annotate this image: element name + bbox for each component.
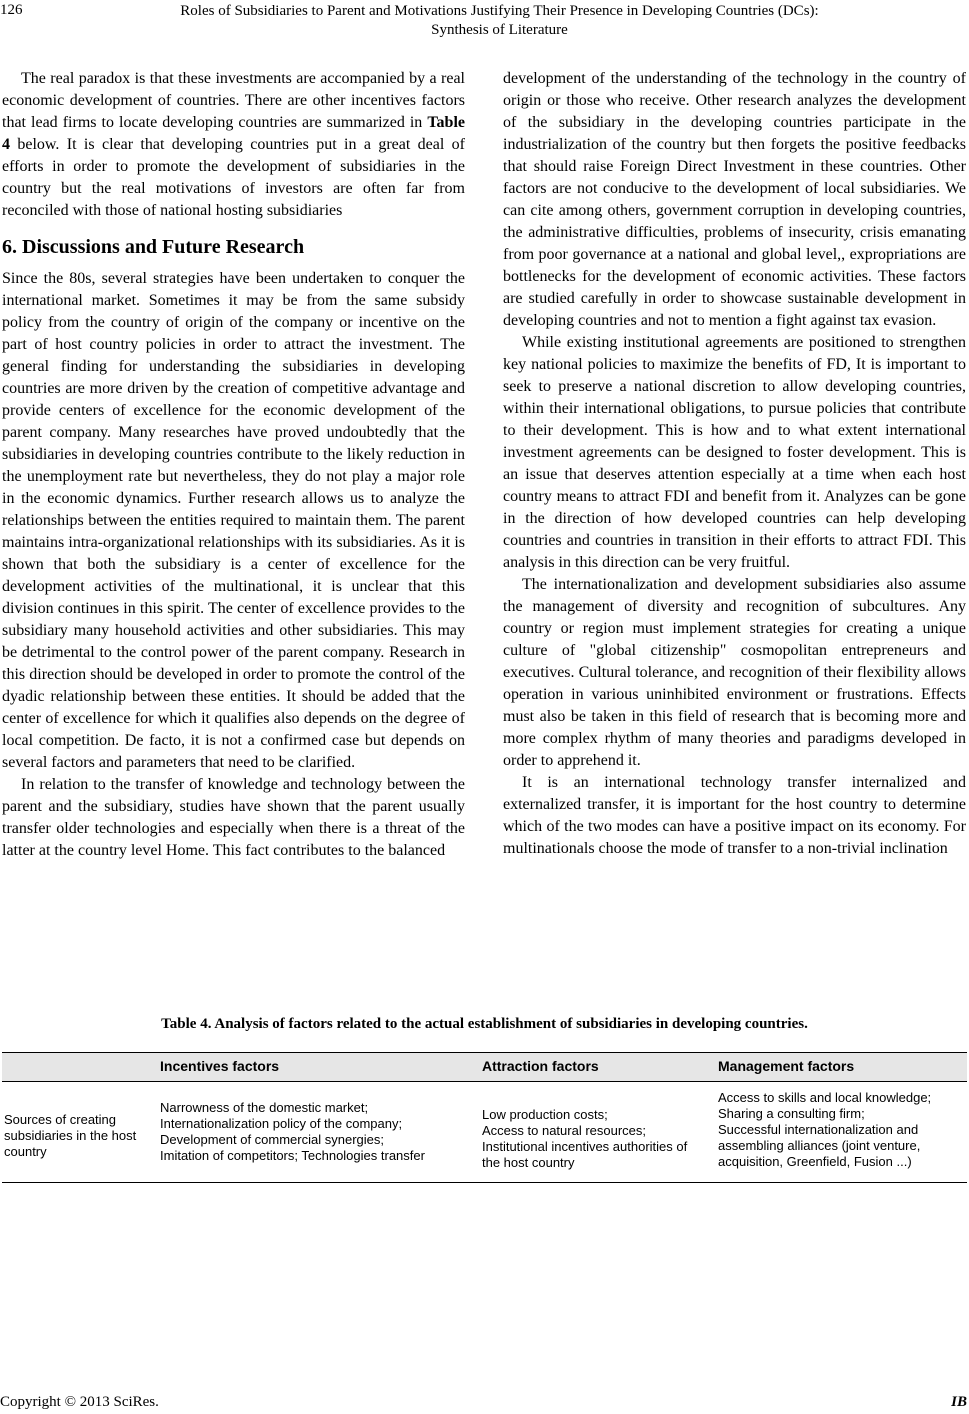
journal-abbreviation: IB [951,1394,967,1410]
paragraph: While existing institutional agreements are positioned to strengthen key national policies to maximize the benefits of FD, It is important to seek to preserve a national discretion to allow developing countries, within their international obligations, to pursue policies that contribute to their development. This is how and to what extent international investment agreements can be designed to foster development. This is an issue that deserves attention especially at a time when each host country means to attract FDI and benefit from it. Analyzes can be gone in the direction of how developed countries can help developing countries and countries in transition in their efforts to attract FDI. This analysis in this direction can be very fruitful. [503,334,966,571]
factors-table [2,1052,967,1183]
paragraph: It is an international technology transfer internalized and externalized transfer, it is important for the host country to determine which of the two modes can have a positive impact on its economy. For multinationals choose the mode of transfer to a non-trivial inclination [503,774,966,857]
table-cell-incentives: Narrowness of the domestic market; Internationalization policy of the company; Development of commercial synergies; Imitation of competitors; Technologies transfer [160,1100,425,1163]
table-cell-management: Access to skills and local knowledge; Sharing a consulting firm; Successful internationalization and assembling alliances (joint venture, acquisition, Greenfield, Fusion ...) [718,1090,932,1169]
running-title-line-2: Synthesis of Literature [431,22,568,38]
copyright: Copyright © 2013 SciRes. [0,1394,159,1410]
table-reference: Table 4 [2,114,465,153]
paragraph: In relation to the transfer of knowledge and technology between the parent and the subsidiary, studies have shown that the parent usually transfer older technologies and especially when there is a threat of the latter at the country level Home. This fact contributes to the balanced [2,776,465,859]
page-header [0,0,969,44]
table-header-cell: Management factors [718,1058,855,1074]
paragraph: development of the understanding of the technology in the country of origin or those who receive. Other research analyzes the development of the subsidiary in the developing countries participate in the industrialization of the country but then forgets the positive feedbacks that should raise Foreign Direct Investment in these countries. Other factors are not conducive to the development of local subsidiaries. We can cite among others, government corruption in developing countries, the administrative difficulties, problems of insecurity, crisis emanating from poor governance at a national and global level,, expropriations are bottlenecks for the development of economic activities. These factors are studied carefully in order to showcase sustainable development in developing countries and not to mention a fight against tax evasion. [503,70,966,329]
running-title [30,2,969,40]
table-header-cell: Attraction factors [482,1058,599,1074]
table-caption: Table 4. Analysis of factors related to the actual establishment of subsidiaries in developing countries. [161,1016,808,1032]
paragraph: Since the 80s, several strategies have been undertaken to conquer the international market. Sometimes it may be from the same subsidy policy from the country of origin of the company or incentive on the part of host country policies in order to attract the investment. The general finding for understanding the subsidiaries in developing countries are more driven by the creation of competitive advantage and provide centers of excellence for the economic development of the parent company. Many researches have proved undoubtedly that the subsidiaries in developing countries contribute to the likely reduction in the unemployment rate but nevertheless, they do not play a major role in the economic dynamics. Further research allows us to analyze the relationships between the entities required to maintain them. The parent maintains intra-organizational relationships with its subsidiaries. As it is shown that both the subsidiary is a center of excellence for the development activities of the multinational, it is unclear that this division continues in this spirit. The center of excellence provides to the subsidiary many household activities and other subsidiaries. This may be detrimental to the control power of the parent company. Research in this direction should be developed in order to promote the control of the dyadic relationship between these entities. It should be added that the center of excellence for which it qualifies also depends on the degree of local competition. De facto, it is not a confirmed case but depends on several factors and parameters that need to be clarified. [2,270,465,771]
table-row-label: Sources of creating subsidiaries in the host country [4,1112,137,1159]
table-row [2,1082,967,1183]
page-footer [0,1394,969,1414]
section-heading: 6. Discussions and Future Research [2,236,305,258]
table-header-cell: Incentives factors [160,1058,280,1074]
paragraph: The real paradox is that these investments are accompanied by a real economic development of countries. There are other incentives factors that lead firms to locate developing countries are summarized in Table 4 below. It is clear that developing countries put in a great deal of efforts in order to promote the development of subsidiaries in the country but the real motivations of investors are often far from reconciled with those of national hosting subsidiaries [2,70,465,219]
table-cell-attraction: Low production costs; Access to natural resources; Institutional incentives authorities of the host country [482,1107,688,1170]
paragraph: The internationalization and development subsidiaries also assume the management of diversity and recognition of subcultures. Any country or region must implement strategies for creating a unique culture of "global citizenship" cosmopolitan entrepreneurs and executives. Cultural tolerance, and recognition of their flexibility allows operation in various uninhibited environment or frustrations. Effects must also be taken in this field of research that is becoming more and more complex rhythm of many theories and paradigms developed in order to apprehend it. [503,576,966,769]
table-header-row [2,1052,967,1082]
right-column [503,68,966,860]
page-number: 126 [0,2,23,18]
left-column [2,68,465,862]
running-title-line-1: Roles of Subsidiaries to Parent and Motivations Justifying Their Presence in Developing Countries (DCs): [180,3,819,19]
